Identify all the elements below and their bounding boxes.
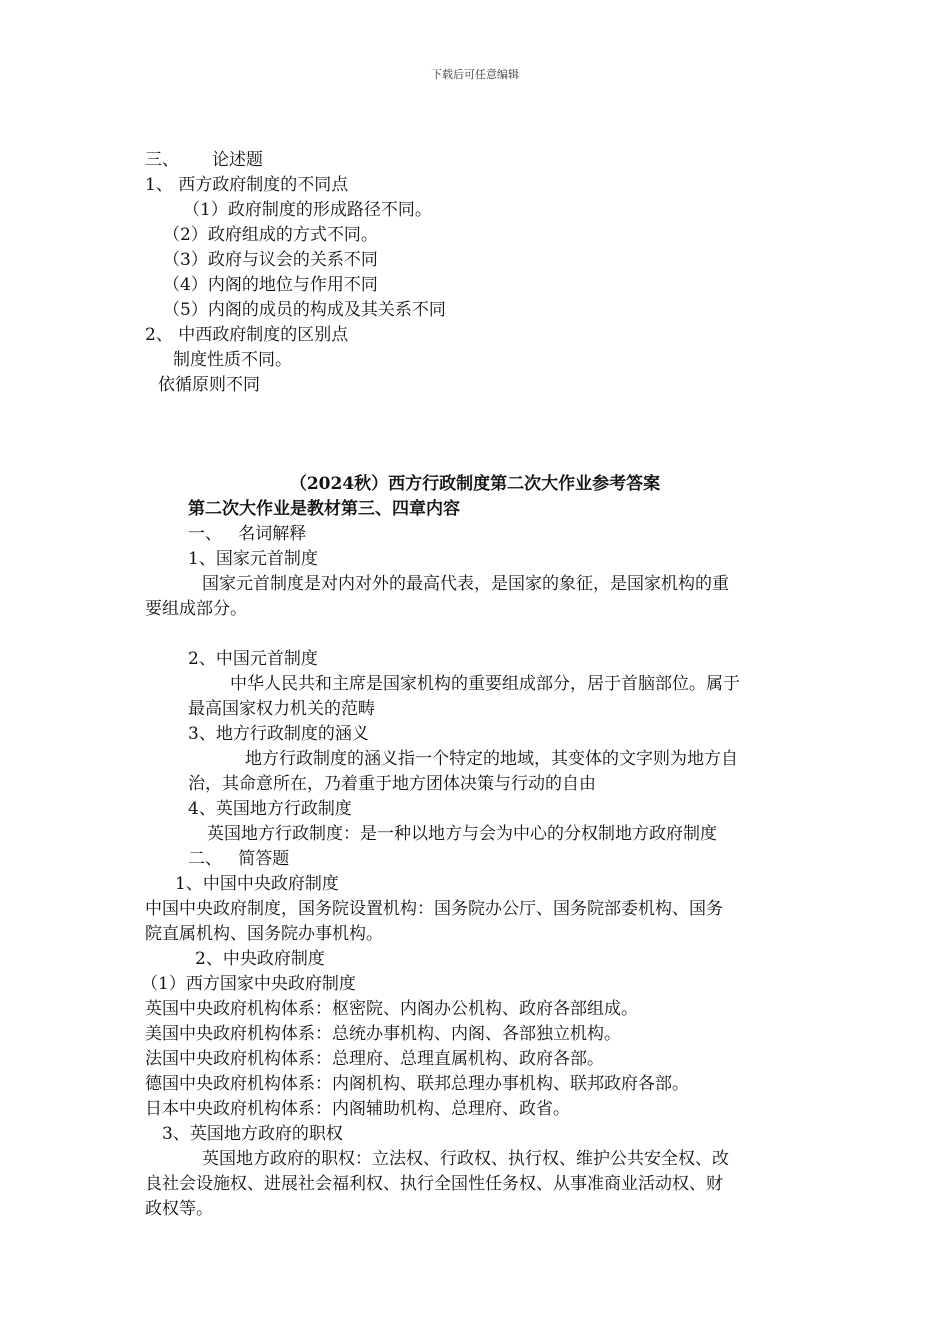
list-item: （5）内阁的成员的构成及其关系不同 [163, 300, 446, 320]
list-item: 德国中央政府机构体系：内阁机构、联邦总理办事机构、联邦政府各部。 [145, 1074, 689, 1094]
list-item: 英国中央政府机构体系：枢密院、内阁办公机构、政府各部组成。 [145, 999, 638, 1019]
answer-3-title: 3、英国地方政府的职权 [162, 1124, 343, 1144]
term-1-title: 1、国家元首制度 [188, 549, 318, 569]
list-item: 美国中央政府机构体系：总统办事机构、内阁、各部独立机构。 [145, 1024, 621, 1044]
part-2-heading: 二、 简答题 [188, 849, 290, 869]
list-item: 法国中央政府机构体系：总理府、总理直属机构、政府各部。 [145, 1049, 604, 1069]
page-header: 下载后可任意编辑 [431, 68, 519, 81]
term-3-title: 3、地方行政制度的涵义 [188, 724, 369, 744]
document-subtitle: 第二次大作业是教材第三、四章内容 [188, 499, 460, 519]
answer-2-title: 2、中央政府制度 [195, 949, 325, 969]
list-item: （2）政府组成的方式不同。 [163, 225, 378, 245]
question-2: 2、 中西政府制度的区别点 [145, 325, 349, 345]
list-item: （1）政府制度的形成路径不同。 [183, 200, 432, 220]
answer-3-body: 英国地方政府的职权：立法权、行政权、执行权、维护公共安全权、改 [202, 1149, 729, 1169]
term-1-body: 国家元首制度是对内对外的最高代表，是国家的象征，是国家机构的重 [202, 574, 729, 594]
answer-3-body: 良社会设施权、进展社会福利权、执行全国性任务权、从事准商业活动权、财 [145, 1174, 723, 1194]
section-3-heading: 论述题 [212, 150, 263, 170]
answer-1-body: 院直属机构、国务院办事机构。 [145, 924, 383, 944]
document-title: （2024秋）西方行政制度第二次大作业参考答案 [289, 474, 661, 494]
term-2-title: 2、中国元首制度 [188, 649, 318, 669]
term-3-body: 治，其命意所在，乃着重于地方团体决策与行动的自由 [188, 774, 596, 794]
list-item: （3）政府与议会的关系不同 [163, 250, 378, 270]
term-4-body: 英国地方行政制度：是一种以地方与会为中心的分权制地方政府制度 [207, 824, 717, 844]
term-3-body: 地方行政制度的涵义指一个特定的地域，其变体的文字则为地方自 [245, 749, 738, 769]
question-1: 1、 西方政府制度的不同点 [145, 175, 349, 195]
list-item: 日本中央政府机构体系：内阁辅助机构、总理府、政省。 [145, 1099, 570, 1119]
list-item: （4）内阁的地位与作用不同 [163, 275, 378, 295]
answer-1-title: 1、中国中央政府制度 [175, 874, 339, 894]
section-3-number: 三、 [145, 150, 179, 170]
term-2-body: 最高国家权力机关的范畴 [188, 699, 375, 719]
part-1-heading: 一、 名词解释 [188, 524, 307, 544]
answer-2-subtitle: （1）西方国家中央政府制度 [141, 974, 356, 994]
answer-1-body: 中国中央政府制度，国务院设置机构：国务院办公厅、国务院部委机构、国务 [145, 899, 723, 919]
list-item: 依循原则不同 [158, 375, 260, 395]
list-item: 制度性质不同。 [173, 350, 292, 370]
term-2-body: 中华人民共和主席是国家机构的重要组成部分，居于首脑部位。属于 [230, 674, 740, 694]
answer-3-body: 政权等。 [145, 1199, 213, 1219]
term-4-title: 4、英国地方行政制度 [188, 799, 352, 819]
term-1-body: 要组成部分。 [145, 599, 247, 619]
